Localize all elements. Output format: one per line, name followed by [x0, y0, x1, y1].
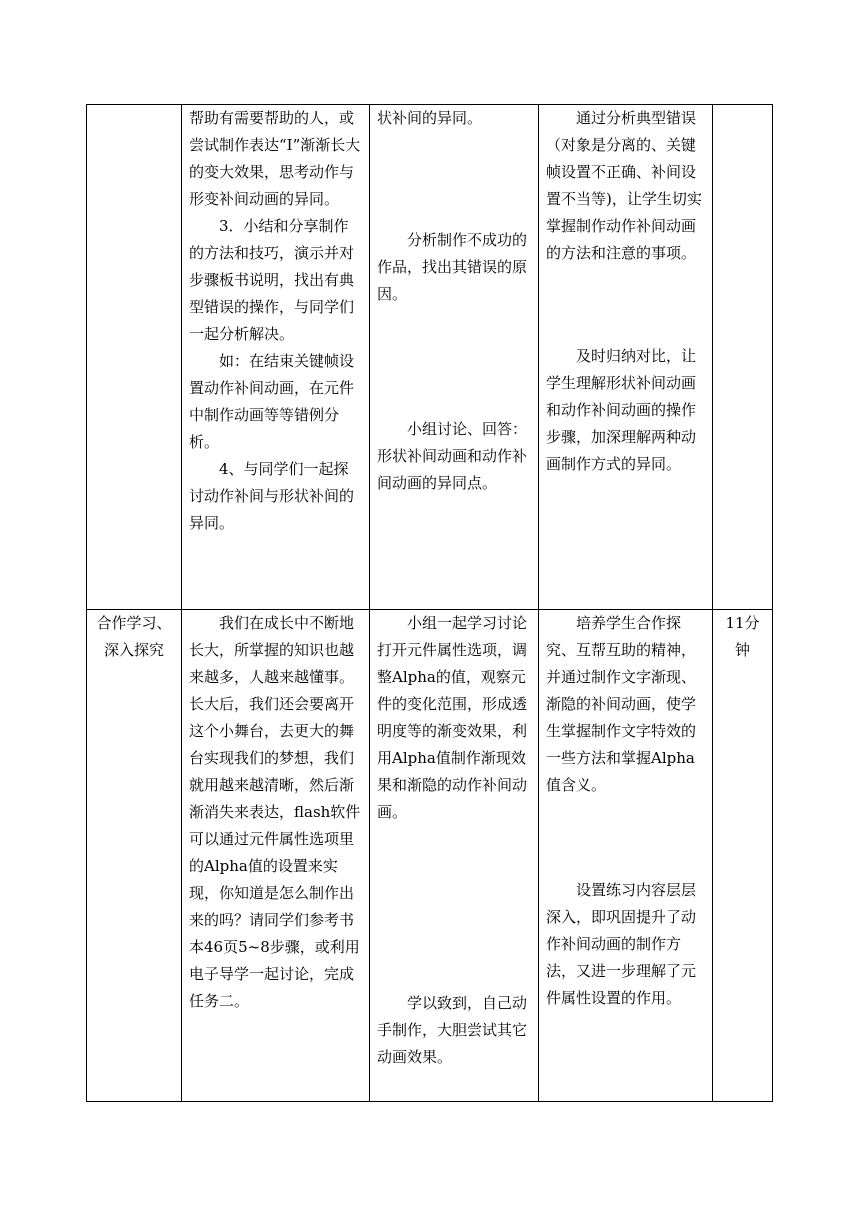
design-intent-cell — [539, 610, 713, 1102]
student-paragraph: 分析制作不成功的作品，找出其错误的原因。 — [377, 231, 528, 303]
student-activity-cell — [370, 105, 539, 610]
stage-label: 合作学习、深入探究 — [96, 614, 172, 659]
student-paragraph: 状补间的异同。 — [377, 109, 483, 127]
student-activity-cell — [370, 610, 539, 1102]
stage-cell — [87, 610, 182, 1102]
stage-cell — [87, 105, 182, 610]
teacher-paragraph: 帮助有需要帮助的人，或尝试制作表达“I”渐渐长大的变大效果，思考动作与形变补间动画的异同。 — [189, 109, 361, 208]
student-paragraph: 小组一起学习讨论打开元件属性选项，调整Alpha的值，观察元件的变化范围，形成透明度等的渐变效果，利用Alpha值制作渐现效果和渐隐的动作补间动画。 — [377, 614, 528, 821]
design-intent-cell — [539, 105, 713, 610]
table-row — [87, 105, 773, 610]
student-paragraph: 学以致到，自己动手制作，大胆尝试其它动画效果。 — [377, 994, 528, 1066]
time-cell — [713, 610, 773, 1102]
lesson-plan-table — [86, 104, 773, 1102]
intent-paragraph: 培养学生合作探究、互帮互助的精神，并通过制作文字渐现、渐隐的补间动画，使学生掌握制作文字特效的一些方法和掌握Alpha值含义。 — [546, 614, 697, 794]
time-cell — [713, 105, 773, 610]
teacher-activity-cell — [182, 610, 370, 1102]
table-row — [87, 610, 773, 1102]
teacher-paragraph: 如：在结束关键帧设置动作补间动画，在元件中制作动画等等错例分析。 — [189, 352, 355, 451]
student-paragraph: 小组讨论、回答：形状补间动画和动作补间动画的异同点。 — [377, 420, 528, 492]
intent-paragraph: 及时归纳对比，让学生理解形状补间动画和动作补间动画的操作步骤，加深理解两种动画制作方式的异同。 — [546, 347, 697, 473]
intent-paragraph: 设置练习内容层层深入，即巩固提升了动作补间动画的制作方法，又进一步理解了元件属性设置的作用。 — [546, 881, 697, 1007]
time-label: 11分钟 — [725, 614, 760, 659]
teacher-activity-cell — [182, 105, 370, 610]
teacher-paragraph: 3．小结和分享制作的方法和技巧，演示并对步骤板书说明，找出有典型错误的操作，与同学们一起分析解决。 — [189, 217, 355, 343]
intent-paragraph: 通过分析典型错误（对象是分离的、关键帧设置不正确、补间设置不当等)，让学生切实掌握制作动作补间动画的方法和注意的事项。 — [546, 109, 702, 262]
teacher-paragraph: 4、与同学们一起探讨动作补间与形状补间的异同。 — [189, 460, 355, 532]
teacher-paragraph: 我们在成长中不断地长大，所掌握的知识也越来越多，人越来越懂事。长大后，我们还会要离开这个小舞台，去更大的舞台实现我们的梦想，我们就用越来越清晰，然后渐渐消失来表达，flash软件可以通过元件属性选项里的Alpha值的设置来实现，你知道是怎么制作出来的吗？请同学们参考书本46页5~8步骤，或利用电子导学一起讨论，完成任务二。 — [189, 614, 361, 1010]
